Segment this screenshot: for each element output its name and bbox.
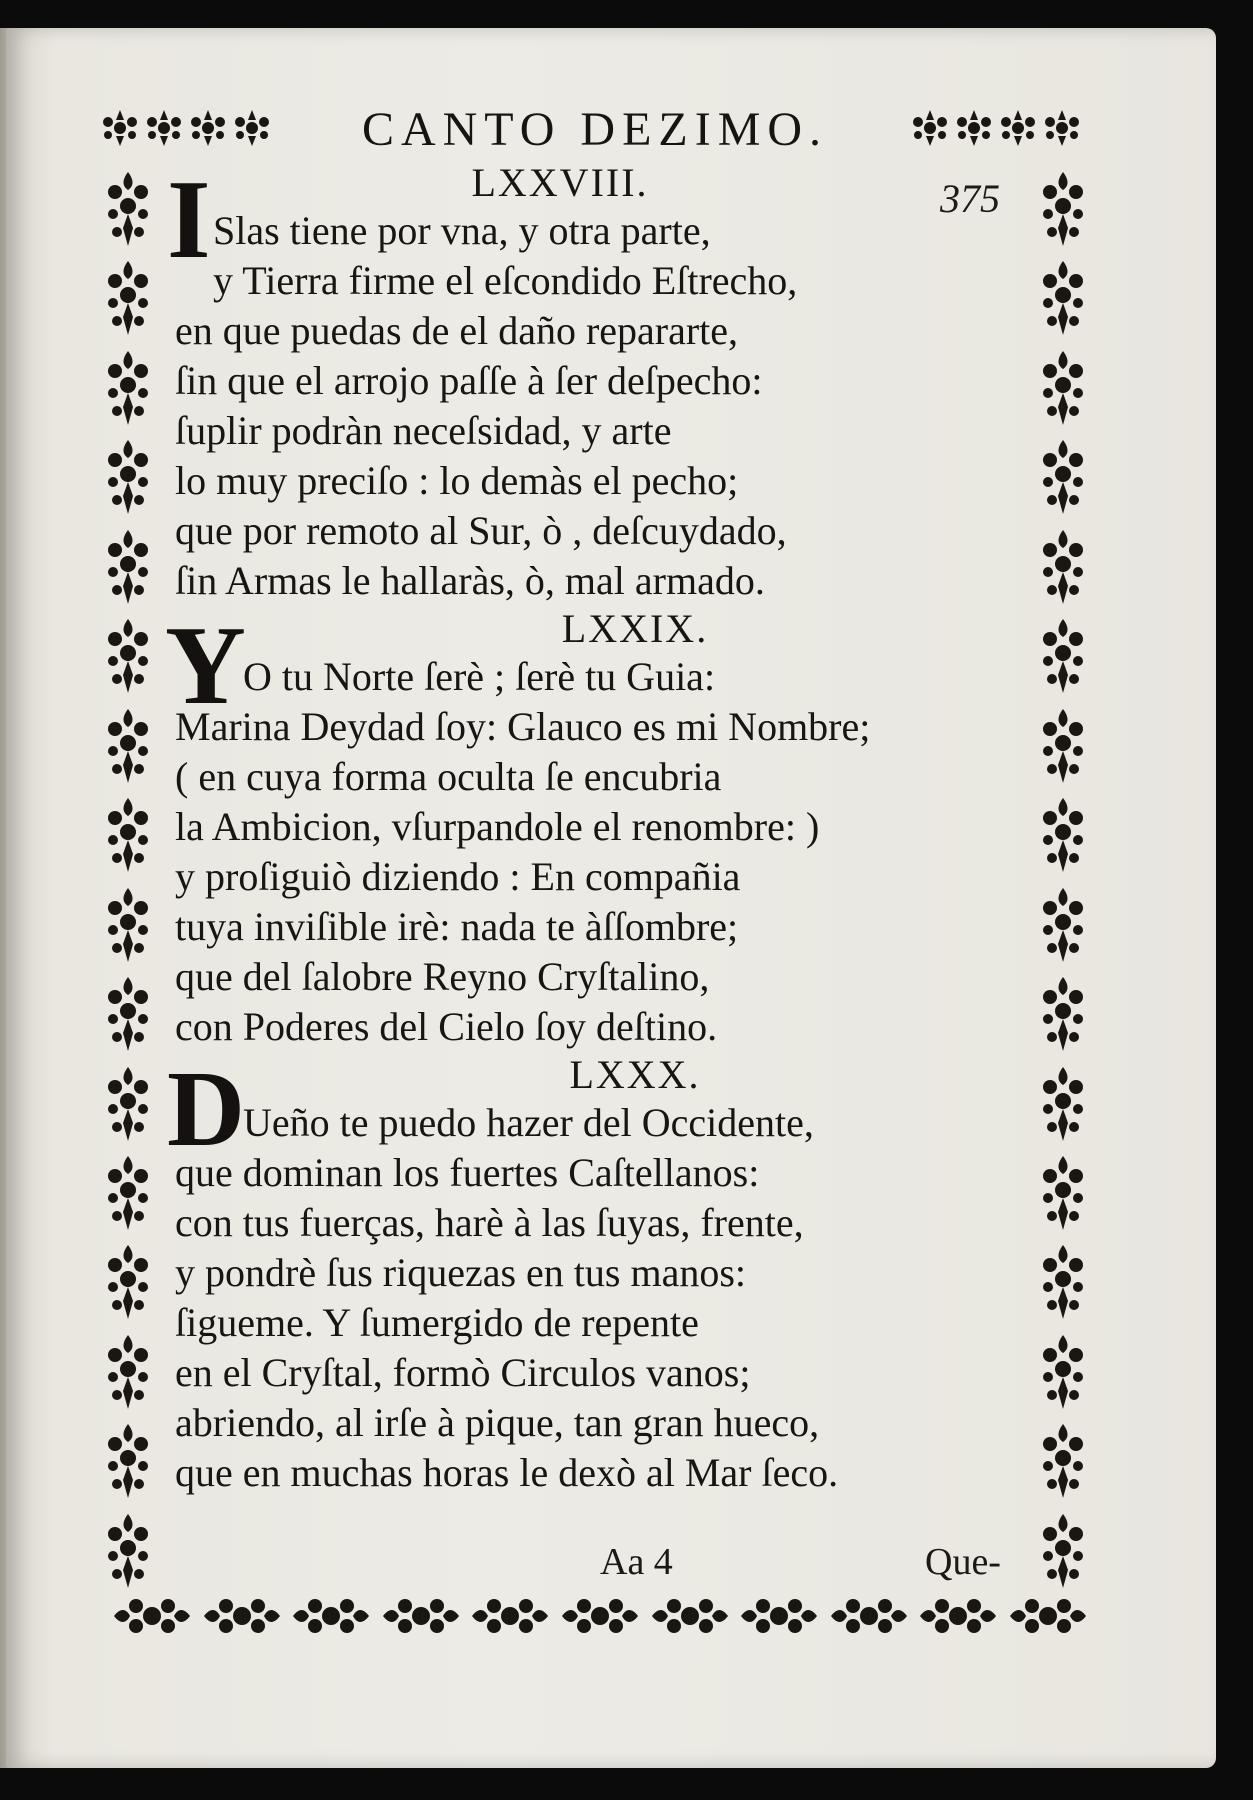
verse-line: lo muy preciſo : lo demàs el pecho; xyxy=(175,458,739,503)
verse-line: la Ambicion, vſurpandole el renombre: ) xyxy=(175,804,820,849)
verse-line: ſin que el arrojo paſſe à ſer deſpecho: xyxy=(175,358,763,403)
poem-text xyxy=(165,158,1005,1498)
verse-line: en el Cryſtal, formò Circulos vanos; xyxy=(175,1350,751,1395)
fleuron-ornament-icon xyxy=(103,975,153,1053)
fleuron-ornament-icon xyxy=(188,108,228,148)
fleuron-ornament-icon xyxy=(1038,886,1088,964)
verse-line: y proſiguiò diziendo : En compañia xyxy=(175,854,741,899)
bottom-ornament-border xyxy=(110,1590,1090,1642)
running-head: CANTO DEZIMO. xyxy=(361,103,829,156)
drop-cap-initial: I xyxy=(167,158,211,282)
verse-line: ſigueme. Y ſumergido de repente xyxy=(175,1300,699,1345)
fleuron-ornament-icon xyxy=(1038,1512,1088,1590)
fleuron-ornament-icon xyxy=(103,617,153,695)
drop-cap-initial: Y xyxy=(165,604,246,728)
fleuron-ornament-icon xyxy=(103,1154,153,1232)
fleuron-ornament-icon xyxy=(1038,528,1088,606)
verse-line: Ueño te puedo hazer del Occidente, xyxy=(243,1100,814,1145)
stanza xyxy=(165,604,1005,1052)
fleuron-ornament-icon xyxy=(910,108,950,148)
fleuron-ornament-icon xyxy=(1038,1333,1088,1411)
stanza xyxy=(167,158,1005,606)
fleuron-ornament-icon xyxy=(1038,1243,1088,1321)
fleuron-ornament-icon xyxy=(103,1512,153,1590)
verse-line: que del ſalobre Reyno Cryſtalino, xyxy=(175,954,710,999)
fleuron-ornament-icon xyxy=(103,1065,153,1143)
header-ornaments-right xyxy=(910,108,1082,148)
verse-line: y Tierra firme el eſcondido Eſtrecho, xyxy=(213,258,798,303)
stanza xyxy=(167,1050,1005,1498)
fleuron-ornament-icon xyxy=(103,1333,153,1411)
stanza-number: LXXIX. xyxy=(561,606,709,651)
right-ornament-border xyxy=(1035,170,1091,1590)
verse-line: ſin Armas le hallaràs, ò, mal armado. xyxy=(175,558,765,603)
fleuron-ornament-icon xyxy=(1038,1065,1088,1143)
fleuron-ornament-icon xyxy=(954,108,994,148)
verse-line: que en muchas horas le dexò al Mar ſeco. xyxy=(175,1450,839,1495)
fleuron-ornament-icon xyxy=(1038,975,1088,1053)
fleuron-ornament-icon xyxy=(379,1592,463,1640)
fleuron-ornament-icon xyxy=(1006,1592,1090,1640)
fleuron-ornament-icon xyxy=(103,259,153,337)
verse-line: en que puedas de el daño repararte, xyxy=(175,308,739,353)
fleuron-ornament-icon xyxy=(1038,349,1088,427)
verse-line: y pondrè ſus riquezas en tus manos: xyxy=(175,1250,746,1295)
verse-line: con Poderes del Cielo ſoy deſtino. xyxy=(175,1004,718,1049)
fleuron-ornament-icon xyxy=(100,108,140,148)
stanza-number: LXXX. xyxy=(569,1052,701,1097)
fleuron-ornament-icon xyxy=(103,886,153,964)
fleuron-ornament-icon xyxy=(1038,617,1088,695)
verse-line: abriendo, al irſe à pique, tan gran hueco, xyxy=(175,1400,820,1445)
fleuron-ornament-icon xyxy=(103,707,153,785)
fleuron-ornament-icon xyxy=(1038,170,1088,248)
verse-line: que por remoto al Sur, ò , deſcuydado, xyxy=(175,508,787,553)
fleuron-ornament-icon xyxy=(1038,796,1088,874)
fleuron-ornament-icon xyxy=(1038,259,1088,337)
signature-mark: Aa 4 xyxy=(600,1541,673,1583)
fleuron-ornament-icon xyxy=(1042,108,1082,148)
fleuron-ornament-icon xyxy=(103,1243,153,1321)
fleuron-ornament-icon xyxy=(1038,1422,1088,1500)
stanza-number: LXXVIII. xyxy=(471,160,649,205)
catchword: Que- xyxy=(925,1541,1001,1583)
fleuron-ornament-icon xyxy=(103,1422,153,1500)
fleuron-ornament-icon xyxy=(468,1592,552,1640)
verse-line: O tu Norte ſerè ; ſerè tu Guia: xyxy=(243,654,716,699)
fleuron-ornament-icon xyxy=(289,1592,373,1640)
verse-line: que dominan los fuertes Caſtellanos: xyxy=(175,1150,760,1195)
page-number: 375 xyxy=(940,176,1000,221)
page-header xyxy=(100,100,1090,160)
fleuron-ornament-icon xyxy=(916,1592,1000,1640)
fleuron-ornament-icon xyxy=(110,1592,194,1640)
verse-line: con tus fuerças, harè à las ſuyas, frente, xyxy=(175,1200,804,1245)
fleuron-ornament-icon xyxy=(103,349,153,427)
fleuron-ornament-icon xyxy=(1038,438,1088,516)
verse-line: tuya inviſible irè: nada te àſſombre; xyxy=(175,904,739,949)
fleuron-ornament-icon xyxy=(200,1592,284,1640)
fleuron-ornament-icon xyxy=(103,528,153,606)
fleuron-ornament-icon xyxy=(998,108,1038,148)
fleuron-ornament-icon xyxy=(103,438,153,516)
fleuron-ornament-icon xyxy=(648,1592,732,1640)
fleuron-ornament-icon xyxy=(144,108,184,148)
verse-line: ſuplir podràn neceſsidad, y arte xyxy=(175,408,672,453)
fleuron-ornament-icon xyxy=(737,1592,821,1640)
fleuron-ornament-icon xyxy=(1038,707,1088,785)
fleuron-ornament-icon xyxy=(1038,1154,1088,1232)
fleuron-ornament-icon xyxy=(103,796,153,874)
fleuron-ornament-icon xyxy=(558,1592,642,1640)
left-ornament-border xyxy=(100,170,156,1590)
verse-line: Marina Deydad ſoy: Glauco es mi Nombre; xyxy=(175,704,871,749)
verse-line: Slas tiene por vna, y otra parte, xyxy=(213,208,711,253)
fleuron-ornament-icon xyxy=(827,1592,911,1640)
drop-cap-initial: D xyxy=(167,1050,245,1169)
verse-line: ( en cuya forma oculta ſe encubria xyxy=(175,754,722,799)
fleuron-ornament-icon xyxy=(232,108,272,148)
header-ornaments-left xyxy=(100,108,272,148)
